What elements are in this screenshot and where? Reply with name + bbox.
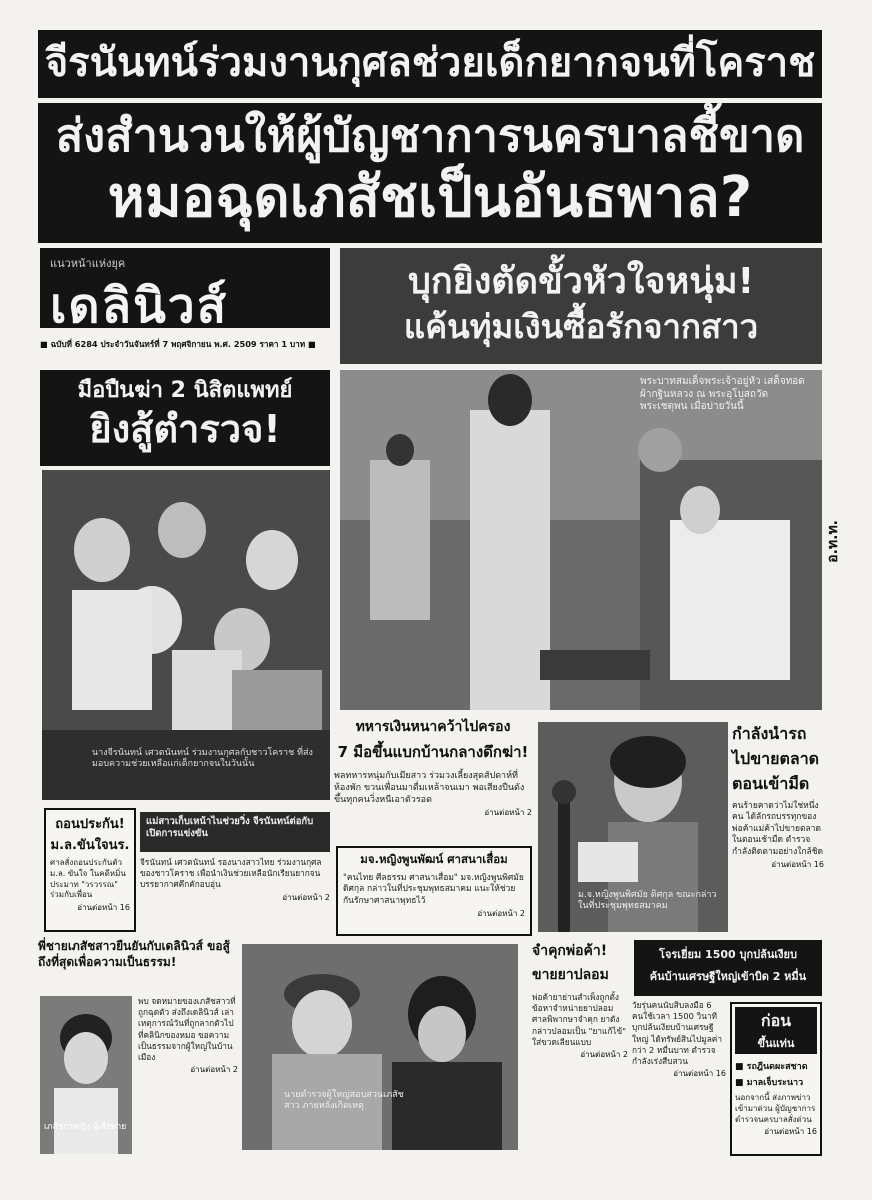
truck-story (732, 722, 824, 934)
truck-story-body: คนร้ายคาดว่าไม่ใช่หนึ่งคน ได้ลักรถบรรทุกของพ่อค้าแม่ค้าไปขายตลาดในตอนเช้ามืด ตำรวจกำลังติดตามอย่างใกล้ชิด (732, 801, 824, 857)
woman-story (336, 846, 532, 936)
murder-story-banner (340, 248, 822, 364)
police-photo-graphic (242, 944, 518, 1150)
royal-photo-graphic (340, 370, 822, 710)
index-box (730, 1002, 822, 1156)
girl-photo-caption: เภสัชกรหญิง ผู้เสียหาย (44, 1122, 127, 1132)
bail-headline-line1: ถอนประกัน! (55, 817, 125, 832)
bail-continue: อ่านต่อหน้า 16 (77, 903, 130, 913)
index-box-body: นอกจากนี้ ส่งภาพข่าวเข้ามาด่วน ผู้บัญชาการตำรวจนครบาลสั่งด่วน (735, 1093, 816, 1124)
bail-story-body: ศาลสั่งถอนประกันตัว ม.ล. ขันใจ ในคดีหมิ่นประมาท "วรวรรณ" ร่วมกับเพื่อน (50, 858, 126, 900)
royal-ceremony-photo (340, 370, 822, 710)
gunman-story-photo (42, 470, 330, 800)
gunman-headline-line2: ยิงสู้ตำรวจ! (89, 407, 281, 451)
girl-story-body-col (138, 996, 238, 1156)
woman-speaker-photo (538, 722, 728, 932)
gunman-photo-caption: นางจีรนันทน์ เศวตนันทน์ ร่วมงานกุศลกับชาวโคราช ที่ส่งมอบความช่วยเหลือแก่เด็กยากจนในวันนั้น (92, 748, 313, 770)
main-headline-line1: ส่งสำนวนให้ผู้บัญชาการนครบาลชี้ขาด (55, 109, 805, 162)
gunman-headline-line1: มือปืนฆ่า 2 นิสิตแพทย์ (77, 378, 293, 403)
murder-headline-line1: บุกยิงตัดขั้วหัวใจหนุ่ม! (407, 261, 754, 302)
royal-photo-caption: พระบาทสมเด็จพระเจ้าอยู่หัว เสด็จทอดผ้ากฐินหลวง ณ พระอุโบสถวัดพระเชตุพน เมื่อบ่ายวันนี้ (640, 376, 805, 412)
cash-story (334, 716, 532, 846)
police-photo-caption: นายตำรวจผู้ใหญ่สอบสวนเภสัชสาว ภายหลังเกิดเหตุ (284, 1090, 404, 1112)
jeeranan-story-body: จีรนันทน์ เศวตนันทน์ รองนางสาวไทย ร่วมงานกุศลของชาวโคราช เพื่อนำเงินช่วยเหลือนักเรียนยากจน บรรยากาศคึกคักอบอุ่น (140, 857, 322, 890)
drug-story (532, 940, 628, 1156)
index-item-2: ■ มาลเจ็บระนาว (735, 1078, 804, 1088)
cash-headline-line2: 7 มือขึ้นแบกบ้านกลางดึกฆ่า! (337, 743, 529, 761)
gunman-story-headline (40, 370, 330, 466)
girl-story-body: พบ จดหมายของเภสัชสาวที่ถูกฉุดตัว ส่งถึงเดลินิวส์ เล่าเหตุการณ์วันที่ถูกลากตัวไปที่คลินิกของหมอ ขอความเป็นธรรมจากผู้ใหญ่ในบ้านเมือง (138, 996, 236, 1062)
jeeranan-story (140, 812, 330, 934)
drug-headline-line2: ขายยาปลอม (532, 967, 609, 983)
girl-portrait-photo (40, 996, 132, 1154)
top-headline: จีรนันทน์ร่วมงานกุศลช่วยเด็กยากจนที่โคราช (44, 40, 816, 86)
bail-story (44, 808, 136, 932)
royal-photo-credit: อ.ท.ท. (825, 520, 841, 563)
woman-story-body: "คนไทย ศีลธรรม ศาสนาเสื่อม" มจ.หญิงพูนพิศมัย ดิศกุล กล่าวในที่ประชุมพุทธสมาคม แนะให้ช่วยกันรักษาศาสนาพุทธไว้ (343, 873, 524, 906)
murder-headline-line2: แค้นทุ่มเงินซื้อรักจากสาว (403, 307, 759, 346)
index-title-line2: ขึ้นแท่น (757, 1037, 795, 1050)
robbery-headline-line2: ค้นบ้านเศรษฐีใหญ่เข้าบิด 2 หมื่น (649, 970, 807, 983)
girl-story-headline: พี่ชายเภสัชสาวยืนยันกับเดลินิวส์ ขอสู้ถึงที่สุดเพื่อความเป็นธรรม! (38, 939, 230, 970)
index-box-title (735, 1007, 817, 1054)
masthead-title: เดลินิวส์ (50, 278, 229, 334)
woman-photo-caption: ม.จ.หญิงพูนพิศมัย ดิศกุล ขณะกล่าวในที่ประชุมพุทธสมาคม (578, 890, 717, 912)
jeeranan-headline-box (140, 812, 330, 852)
truck-continue: อ่านต่อหน้า 16 (771, 860, 824, 870)
jeeranan-headline: แม่สาวเก็บเหน้าไนช่วยวิ่ง จีรนันทน์ต่อกับเปิดการแข่งขัน (146, 816, 314, 840)
truck-headline-line1: กำลังนำรถ (732, 724, 807, 743)
masthead-dateline: ■ ฉบับที่ 6284 ประจำวันจันทร์ที่ 7 พฤศจิกายน พ.ศ. 2509 ราคา 1 บาท ■ (40, 339, 316, 349)
index-title-line1: ก่อน (760, 1011, 792, 1030)
robbery-headline-box (634, 940, 822, 996)
robbery-story-body-col (632, 1000, 726, 1156)
girl-continue: อ่านต่อหน้า 2 (190, 1065, 238, 1075)
robbery-headline-line1: โจรเยี่ยม 1500 บุกปล้นเงียบ (659, 948, 797, 961)
robbery-continue: อ่านต่อหน้า 16 (673, 1069, 726, 1079)
truck-headline-line3: ตอนเข้ามืด (732, 774, 810, 793)
masthead (40, 248, 330, 334)
index-item-1: ■ รถฎีนดผะสชาด (735, 1062, 808, 1072)
truck-headline-line2: ไปขายตลาด (732, 749, 820, 768)
cash-story-body: พลทหารหนุ่มกับเมียสาว ร่วมวงเลี้ยงสุดสัปดาห์ที่ห้องพัก ขวนเพื่อนมาดื่มเหล้าจนเมา พอเสียงปืนดังขึ้นทุกคนวิ่งหนีเอาตัวรอด (334, 771, 525, 806)
index-continue: อ่านต่อหน้า 16 (764, 1127, 817, 1137)
top-headline-banner (38, 30, 822, 98)
cash-continue: อ่านต่อหน้า 2 (484, 808, 532, 818)
masthead-slogan: แนวหน้าแห่งยุค (50, 257, 126, 270)
drug-continue: อ่านต่อหน้า 2 (580, 1049, 628, 1059)
jeeranan-continue: อ่านต่อหน้า 2 (282, 892, 330, 902)
police-photo (242, 944, 518, 1150)
drug-headline-line1: จำคุกพ่อค้า! (532, 943, 608, 959)
main-headline-line2: หมอฉุดเภสัชเป็นอันธพาล? (107, 165, 753, 230)
main-headline-block (38, 103, 822, 243)
drug-story-body: พ่อค้ายาย่านสำเพ็งถูกตั้งข้อหาจำหน่ายยาปลอม ศาลพิพากษาจำคุก ยาดังกล่าวปลอมเป็น "ยาแก้ไข้" ใส่ขวดเลียนแบบ (532, 992, 627, 1047)
bail-headline-line2: ม.ล.ขันใจนร. (50, 838, 130, 853)
woman-headline: มจ.หญิงพูนพัฒน์ ศาสนาเสื่อม (360, 852, 508, 866)
robbery-story-body: วัยรุ่นคนนับสิบลงมือ 6 คนใช้เวลา 1500 วินาที บุกปล้นเงียบบ้านเศรษฐีใหญ่ ได้ทรัพย์สินไปมูลค่ากว่า 2 หมื่นบาท ตำรวจกำลังเร่งสืบสวน (632, 1000, 722, 1066)
woman-continue: อ่านต่อหน้า 2 (477, 909, 525, 919)
cash-headline-line1: ทหารเงินหนาคว้าไปครอง (355, 719, 511, 735)
